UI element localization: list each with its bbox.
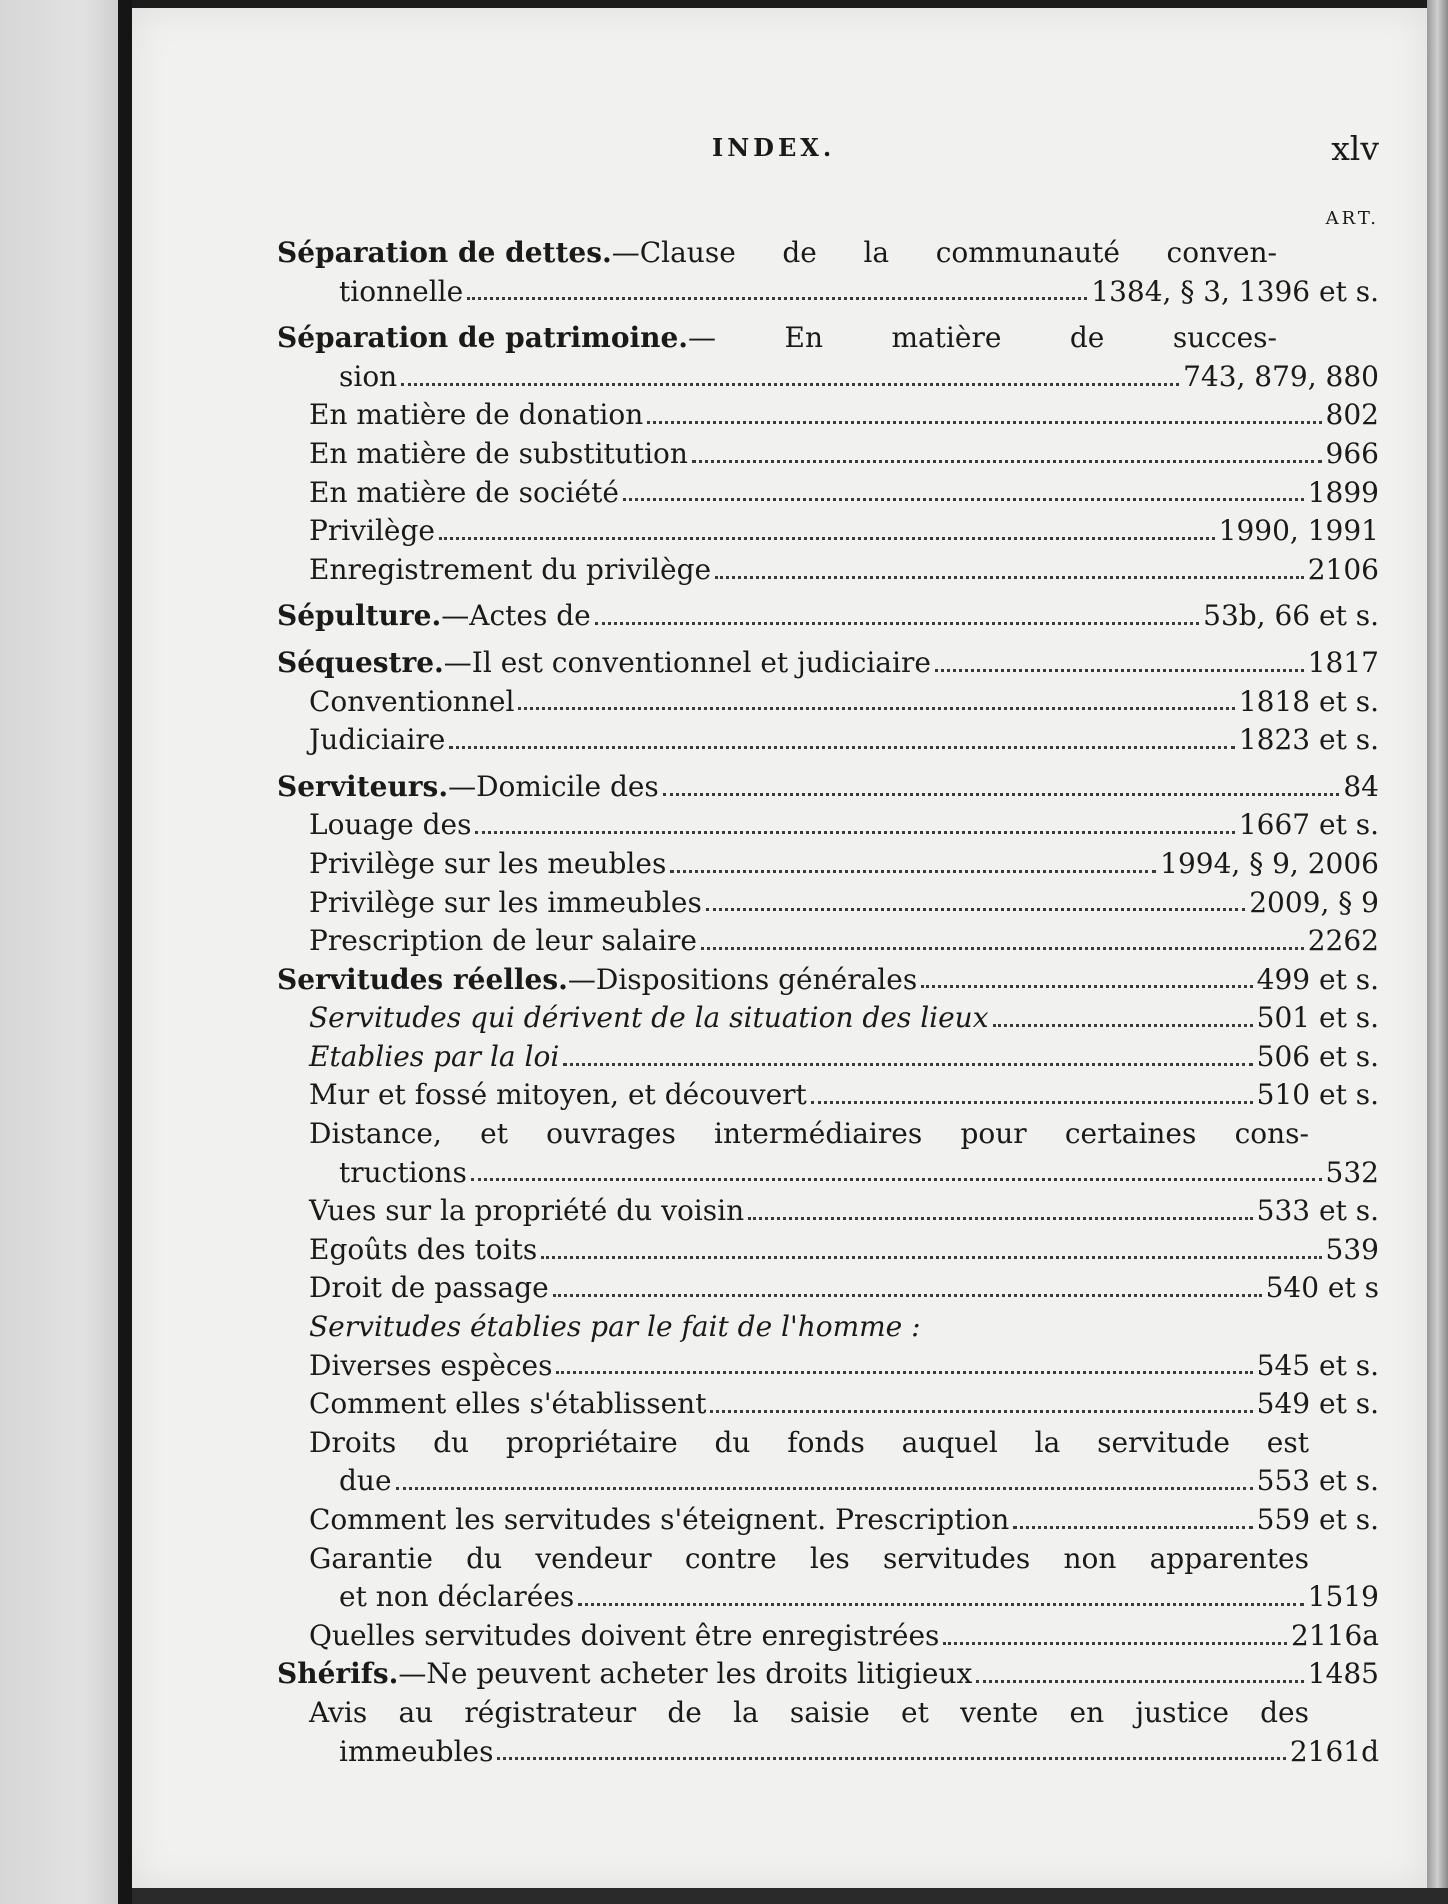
entry-text: Distance, et ouvrages intermédiaires pour certaines cons-: [309, 1117, 1309, 1151]
index-entry: [277, 644, 1379, 760]
leader-dots: [449, 746, 1234, 749]
index-line: [277, 1385, 1379, 1424]
entry-text: —Ne peuvent acheter les droits litigieux: [398, 1657, 973, 1691]
entry-heading: Serviteurs.: [277, 769, 449, 803]
entry-text: En matière de donation: [309, 398, 644, 432]
entry-text: Diverses espèces: [309, 1348, 553, 1382]
leader-dots: [706, 908, 1245, 911]
article-reference: 1818 et s.: [1238, 684, 1379, 718]
index-line: [277, 1540, 1309, 1579]
index-line: [277, 396, 1379, 435]
book-gutter: [118, 0, 132, 1904]
index-entry: [277, 319, 1379, 589]
index-line: [277, 474, 1379, 513]
entry-text: —Actes de: [441, 599, 591, 633]
index-line: [277, 597, 1379, 636]
article-reference: 2116a: [1291, 1618, 1379, 1652]
entry-text: —Domicile des: [448, 769, 659, 803]
index-line: [277, 1231, 1379, 1270]
article-reference: 1667 et s.: [1238, 808, 1379, 842]
article-reference: 2161d: [1289, 1734, 1379, 1768]
index-line: [277, 1347, 1379, 1386]
entry-text: En matière de substitution: [309, 436, 688, 470]
entry-text: Garantie du vendeur contre les servitudes non apparentes: [309, 1541, 1309, 1575]
index-line: [277, 1115, 1309, 1154]
leader-dots: [811, 1101, 1253, 1104]
entry-text: Judiciaire: [309, 723, 446, 757]
entry-heading: Séparation de dettes.: [277, 236, 612, 269]
article-reference: 532: [1325, 1155, 1379, 1189]
index-line: [277, 1269, 1379, 1308]
entry-text: —Dispositions générales: [567, 962, 918, 996]
article-reference: 966: [1325, 436, 1379, 470]
entry-text: Servitudes qui dérivent de la situation des lieux: [309, 1001, 989, 1035]
index-line: [277, 319, 1277, 358]
entry-text: et non déclarées: [339, 1580, 575, 1614]
index-line: [277, 551, 1379, 590]
article-reference: 1823 et s.: [1238, 723, 1379, 757]
article-reference: 506 et s.: [1256, 1039, 1379, 1073]
entry-text: due: [339, 1464, 392, 1498]
index-entries: [277, 234, 1379, 1771]
article-reference: 559 et s.: [1256, 1503, 1379, 1536]
article-reference: 499 et s.: [1256, 962, 1379, 996]
leader-dots: [692, 460, 1322, 463]
entry-text: tionnelle: [339, 274, 464, 308]
leader-dots: [921, 985, 1252, 988]
running-title: INDEX.: [712, 133, 836, 162]
running-header: [132, 129, 1427, 173]
article-reference: 549 et s.: [1256, 1387, 1379, 1421]
leader-dots: [715, 576, 1304, 579]
index-entry: [277, 597, 1379, 636]
entry-text: Egoûts des toits: [309, 1232, 538, 1266]
index-line: [277, 1501, 1379, 1540]
article-reference: 533 et s.: [1256, 1194, 1379, 1228]
page-number: xlv: [1331, 129, 1379, 168]
leader-dots: [556, 1371, 1252, 1374]
index-line: [277, 1192, 1379, 1231]
article-reference: 743, 879, 880: [1183, 359, 1379, 393]
leader-dots: [553, 1294, 1262, 1297]
index-line: [277, 1424, 1309, 1463]
entry-text: tructions: [339, 1155, 467, 1189]
index-line: [277, 1578, 1379, 1617]
leader-dots: [943, 1642, 1287, 1645]
column-label: ART.: [1325, 208, 1379, 229]
leader-dots: [396, 1487, 1253, 1490]
leader-dots: [578, 1603, 1303, 1606]
entry-text: Conventionnel: [309, 684, 515, 718]
leader-dots: [439, 537, 1215, 540]
index-line: [277, 922, 1379, 961]
entry-text: Privilège: [309, 514, 435, 548]
index-line: [277, 721, 1379, 760]
leader-dots: [647, 421, 1321, 424]
leader-dots: [401, 383, 1179, 386]
article-reference: 2106: [1307, 552, 1379, 586]
entry-heading: Séquestre.: [277, 645, 444, 679]
entry-text: Privilège sur les meubles: [309, 846, 667, 880]
article-reference: 53b, 66 et s.: [1203, 599, 1379, 633]
leader-dots: [563, 1063, 1252, 1066]
index-line: [277, 806, 1379, 845]
article-reference: 1384, § 3, 1396 et s.: [1091, 274, 1379, 308]
index-entry: [277, 768, 1379, 1771]
article-reference: 539: [1325, 1232, 1379, 1266]
index-line: [277, 999, 1379, 1038]
leader-dots: [518, 707, 1234, 710]
index-line: [277, 1655, 1379, 1694]
article-reference: 2262: [1307, 924, 1379, 958]
index-line: [277, 512, 1379, 551]
leader-dots: [595, 622, 1199, 625]
leader-dots: [976, 1680, 1303, 1683]
leader-dots: [701, 947, 1304, 950]
page-edge-bottom: [132, 1888, 1448, 1904]
article-reference: 1817: [1307, 645, 1379, 679]
leader-dots: [935, 669, 1304, 672]
entry-text: Mur et fossé mitoyen, et découvert: [309, 1078, 807, 1112]
index-entry: [277, 234, 1379, 311]
leader-dots: [467, 297, 1087, 300]
leader-dots: [748, 1217, 1253, 1220]
leader-dots: [670, 870, 1156, 873]
leader-dots: [710, 1410, 1252, 1413]
leader-dots: [623, 498, 1304, 501]
entry-text: Servitudes établies par le fait de l'homme :: [309, 1310, 921, 1344]
index-line: [277, 1733, 1379, 1772]
index-line: [277, 845, 1379, 884]
leader-dots: [541, 1256, 1321, 1259]
article-reference: 501 et s.: [1256, 1001, 1379, 1035]
entry-text: immeubles: [339, 1734, 494, 1768]
article-reference: 1519: [1307, 1580, 1379, 1614]
entry-text: Quelles servitudes doivent être enregistrées: [309, 1618, 940, 1652]
book-page: [132, 8, 1427, 1888]
index-line: [277, 1617, 1379, 1656]
article-reference: 545 et s.: [1256, 1348, 1379, 1382]
index-line: [277, 234, 1277, 273]
index-line: [277, 683, 1379, 722]
entry-text: Louage des: [309, 808, 472, 842]
entry-text: En matière de société: [309, 475, 619, 509]
leader-dots: [663, 793, 1340, 796]
index-line: [277, 1462, 1379, 1501]
article-reference: 1899: [1307, 475, 1379, 509]
article-reference: 802: [1325, 398, 1379, 432]
article-reference: 510 et s.: [1256, 1078, 1379, 1112]
article-reference: 84: [1343, 769, 1379, 803]
facing-page-edge: [0, 0, 118, 1904]
leader-dots: [471, 1178, 1322, 1181]
entry-heading: Shérifs.: [277, 1657, 399, 1691]
article-reference: 1485: [1307, 1657, 1379, 1691]
entry-text: Enregistrement du privilège: [309, 552, 712, 586]
entry-text: Comment elles s'établissent: [309, 1387, 707, 1421]
leader-dots: [993, 1024, 1253, 1027]
leader-dots: [475, 831, 1234, 834]
entry-text: Prescription de leur salaire: [309, 924, 697, 958]
index-line: [277, 884, 1379, 923]
entry-text: Privilège sur les immeubles: [309, 885, 702, 919]
entry-text: —Clause de la communauté conven-: [611, 236, 1277, 269]
index-line: [277, 768, 1379, 807]
index-line: [277, 644, 1379, 683]
entry-text: Avis au régistrateur de la saisie et vente en justice des: [309, 1695, 1309, 1729]
entry-heading: Sépulture.: [277, 599, 442, 633]
entry-text: Droits du propriétaire du fonds auquel la servitude est: [309, 1425, 1309, 1459]
entry-text: — En matière de succes-: [688, 321, 1277, 355]
entry-text: Comment les servitudes s'éteignent. Prescription: [309, 1503, 1010, 1536]
article-reference: 553 et s.: [1256, 1464, 1379, 1498]
index-line: [277, 1038, 1379, 1077]
index-line: [277, 1154, 1379, 1193]
index-line: [277, 961, 1379, 1000]
entry-text: Droit de passage: [309, 1271, 549, 1305]
entry-text: —Il est conventionnel et judiciaire: [443, 645, 931, 679]
leader-dots: [497, 1757, 1285, 1760]
index-line: [277, 1076, 1379, 1115]
article-reference: 1990, 1991: [1218, 514, 1379, 548]
entry-text: Vues sur la propriété du voisin: [309, 1194, 745, 1228]
index-line: [277, 273, 1379, 312]
leader-dots: [1013, 1526, 1252, 1529]
entry-text: Etablies par la loi: [309, 1039, 560, 1073]
entry-heading: Servitudes réelles.: [277, 962, 568, 996]
index-line: [277, 1308, 1379, 1347]
article-reference: 2009, § 9: [1249, 885, 1379, 919]
page-edge-right: [1427, 0, 1448, 1904]
index-line: [277, 358, 1379, 397]
entry-text: sion: [339, 359, 398, 393]
article-reference: 1994, § 9, 2006: [1160, 846, 1379, 880]
entry-heading: Séparation de patrimoine.: [277, 321, 689, 355]
index-line: [277, 435, 1379, 474]
index-line: [277, 1694, 1309, 1733]
article-reference: 540 et s: [1265, 1271, 1379, 1305]
